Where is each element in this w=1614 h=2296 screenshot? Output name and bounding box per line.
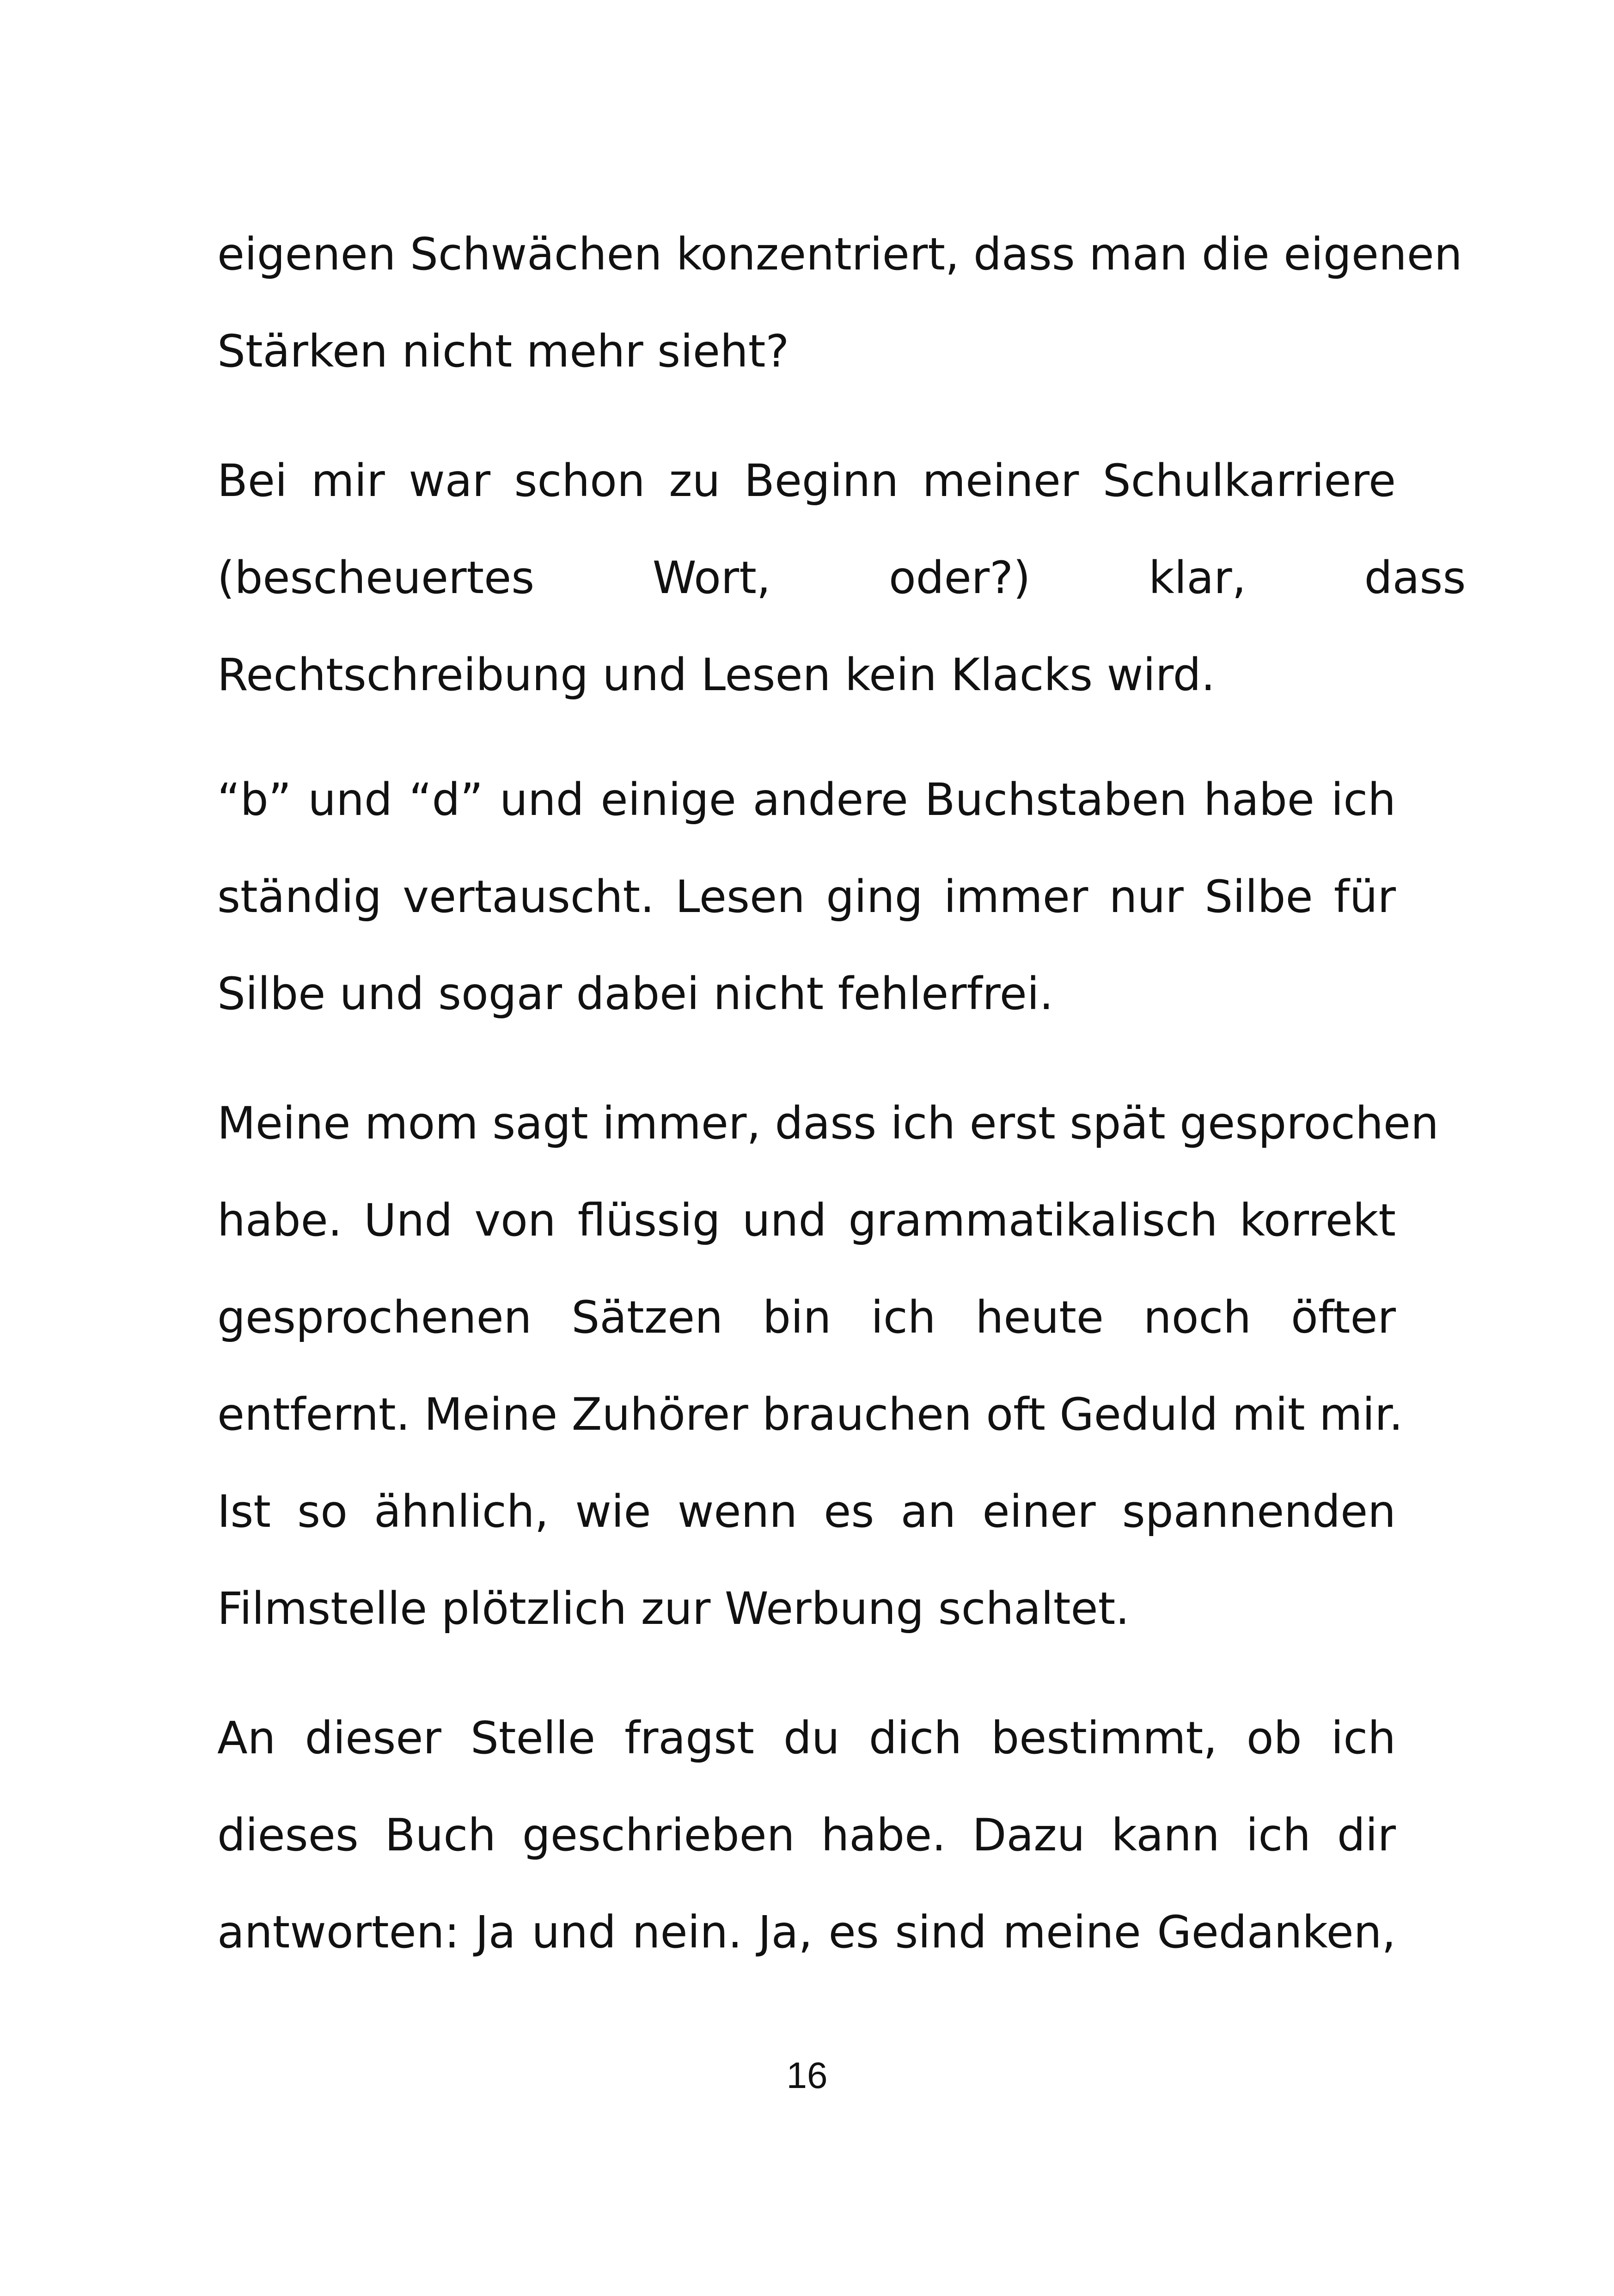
page-number: 16: [786, 2055, 828, 2096]
text-line: habe. Und von flüssig und grammatikalisch korrekt: [217, 1194, 1396, 1246]
text-line: eigenen Schwächen konzentriert, dass man die eigenen: [217, 228, 1462, 280]
text-line: Ist so ähnlich, wie wenn es an einer spannenden: [217, 1486, 1396, 1537]
text-line: Stärken nicht mehr sieht?: [217, 325, 789, 377]
text-line: dieses Buch geschrieben habe. Dazu kann ich dir: [217, 1809, 1396, 1861]
text-line: antworten: Ja und nein. Ja, es sind meine Gedanken,: [217, 1906, 1396, 1958]
text-line: entfernt. Meine Zuhörer brauchen oft Geduld mit mir.: [217, 1389, 1403, 1440]
text-line: Filmstelle plötzlich zur Werbung schaltet.: [217, 1583, 1130, 1635]
text-line: (bescheuertes Wort, oder?) klar, dass: [217, 552, 1466, 604]
text-line: Meine mom sagt immer, dass ich erst spät gesprochen: [217, 1097, 1439, 1149]
text-line: “b” und “d” und einige andere Buchstaben habe ich: [217, 774, 1396, 826]
text-line: gesprochenen Sätzen bin ich heute noch öfter: [217, 1292, 1396, 1343]
text-line: Rechtschreibung und Lesen kein Klacks wird.: [217, 649, 1216, 701]
text-line: Silbe und sogar dabei nicht fehlerfrei.: [217, 968, 1053, 1020]
text-line: An dieser Stelle fragst du dich bestimmt, ob ich: [217, 1712, 1396, 1764]
text-line: Bei mir war schon zu Beginn meiner Schulkarriere: [217, 455, 1396, 507]
text-line: ständig vertauscht. Lesen ging immer nur Silbe für: [217, 871, 1396, 923]
